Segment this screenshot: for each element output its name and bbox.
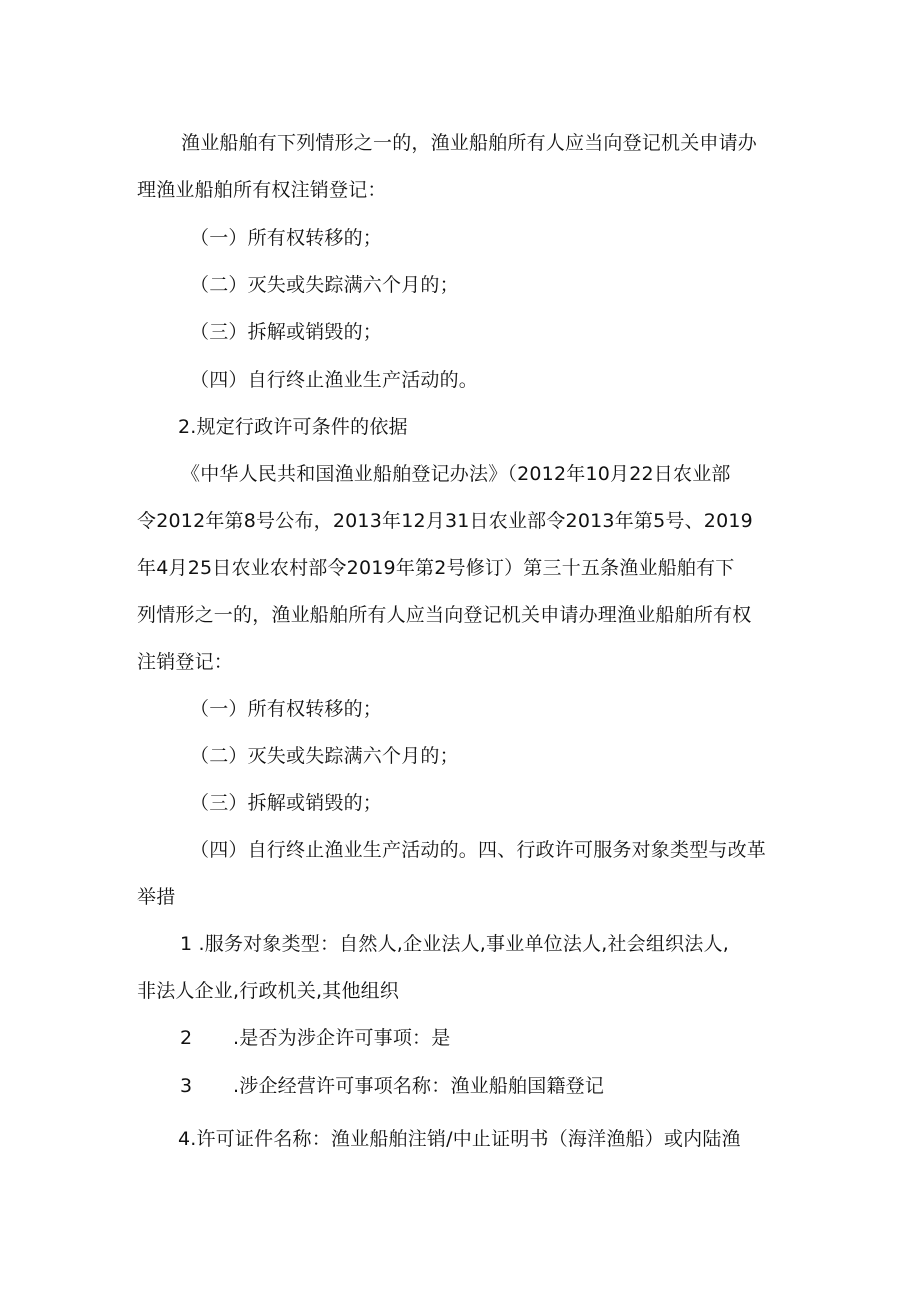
enterprise-related-text: .是否为涉企许可事项：是 [233, 1027, 451, 1049]
list-2-item-4-line-1: （四）自行终止渔业生产活动的。四、行政许可服务对象类型与改革 [190, 839, 767, 861]
service-type-line-1: 1 .服务对象类型：自然人,企业法人,事业单位法人,社会组织法人, [180, 933, 729, 955]
paragraph-1-line-1: 渔业船舶有下列情形之一的，渔业船舶所有人应当向登记机关申请办 [181, 132, 758, 154]
list-1-item-4: （四）自行终止渔业生产活动的。 [190, 369, 479, 391]
list-2-item-3: （三）拆解或销毁的； [190, 792, 383, 814]
list-1-item-2: （二）灭失或失踪满六个月的； [190, 274, 459, 296]
list-1-item-1: （一）所有权转移的； [190, 227, 383, 249]
paragraph-2-line-3: 年4月25日农业农村部令2019年第2号修订）第三十五条渔业船舶有下 [137, 557, 735, 579]
list-1-item-3: （三）拆解或销毁的； [190, 321, 383, 343]
paragraph-1-line-2: 理渔业船舶所有权注销登记： [137, 179, 387, 201]
enterprise-item-name-text: .涉企经营许可事项名称：渔业船舶国籍登记 [233, 1075, 605, 1097]
paragraph-2-line-4: 列情形之一的，渔业船舶所有人应当向登记机关申请办理渔业船舶所有权 [137, 604, 752, 626]
list-2-item-4-line-2: 举措 [137, 886, 176, 908]
enterprise-item-name-number: 3 [180, 1075, 193, 1097]
service-type-line-2: 非法人企业,行政机关,其他组织 [137, 980, 400, 1002]
paragraph-2-line-1: 《中华人民共和国渔业船舶登记办法》（2012年10月22日农业部 [181, 463, 731, 485]
paragraph-2-line-5: 注销登记： [137, 651, 234, 673]
section-2-heading: 2.规定行政许可条件的依据 [178, 416, 408, 438]
enterprise-related-number: 2 [180, 1027, 193, 1049]
list-2-item-2: （二）灭失或失踪满六个月的； [190, 745, 459, 767]
paragraph-2-line-2: 令2012年第8号公布，2013年12月31日农业部令2013年第5号、2019 [137, 510, 753, 532]
list-2-item-1: （一）所有权转移的； [190, 698, 383, 720]
license-name-line-1: 4.许可证件名称：渔业船舶注销/中止证明书（海洋渔船）或内陆渔 [178, 1128, 741, 1150]
